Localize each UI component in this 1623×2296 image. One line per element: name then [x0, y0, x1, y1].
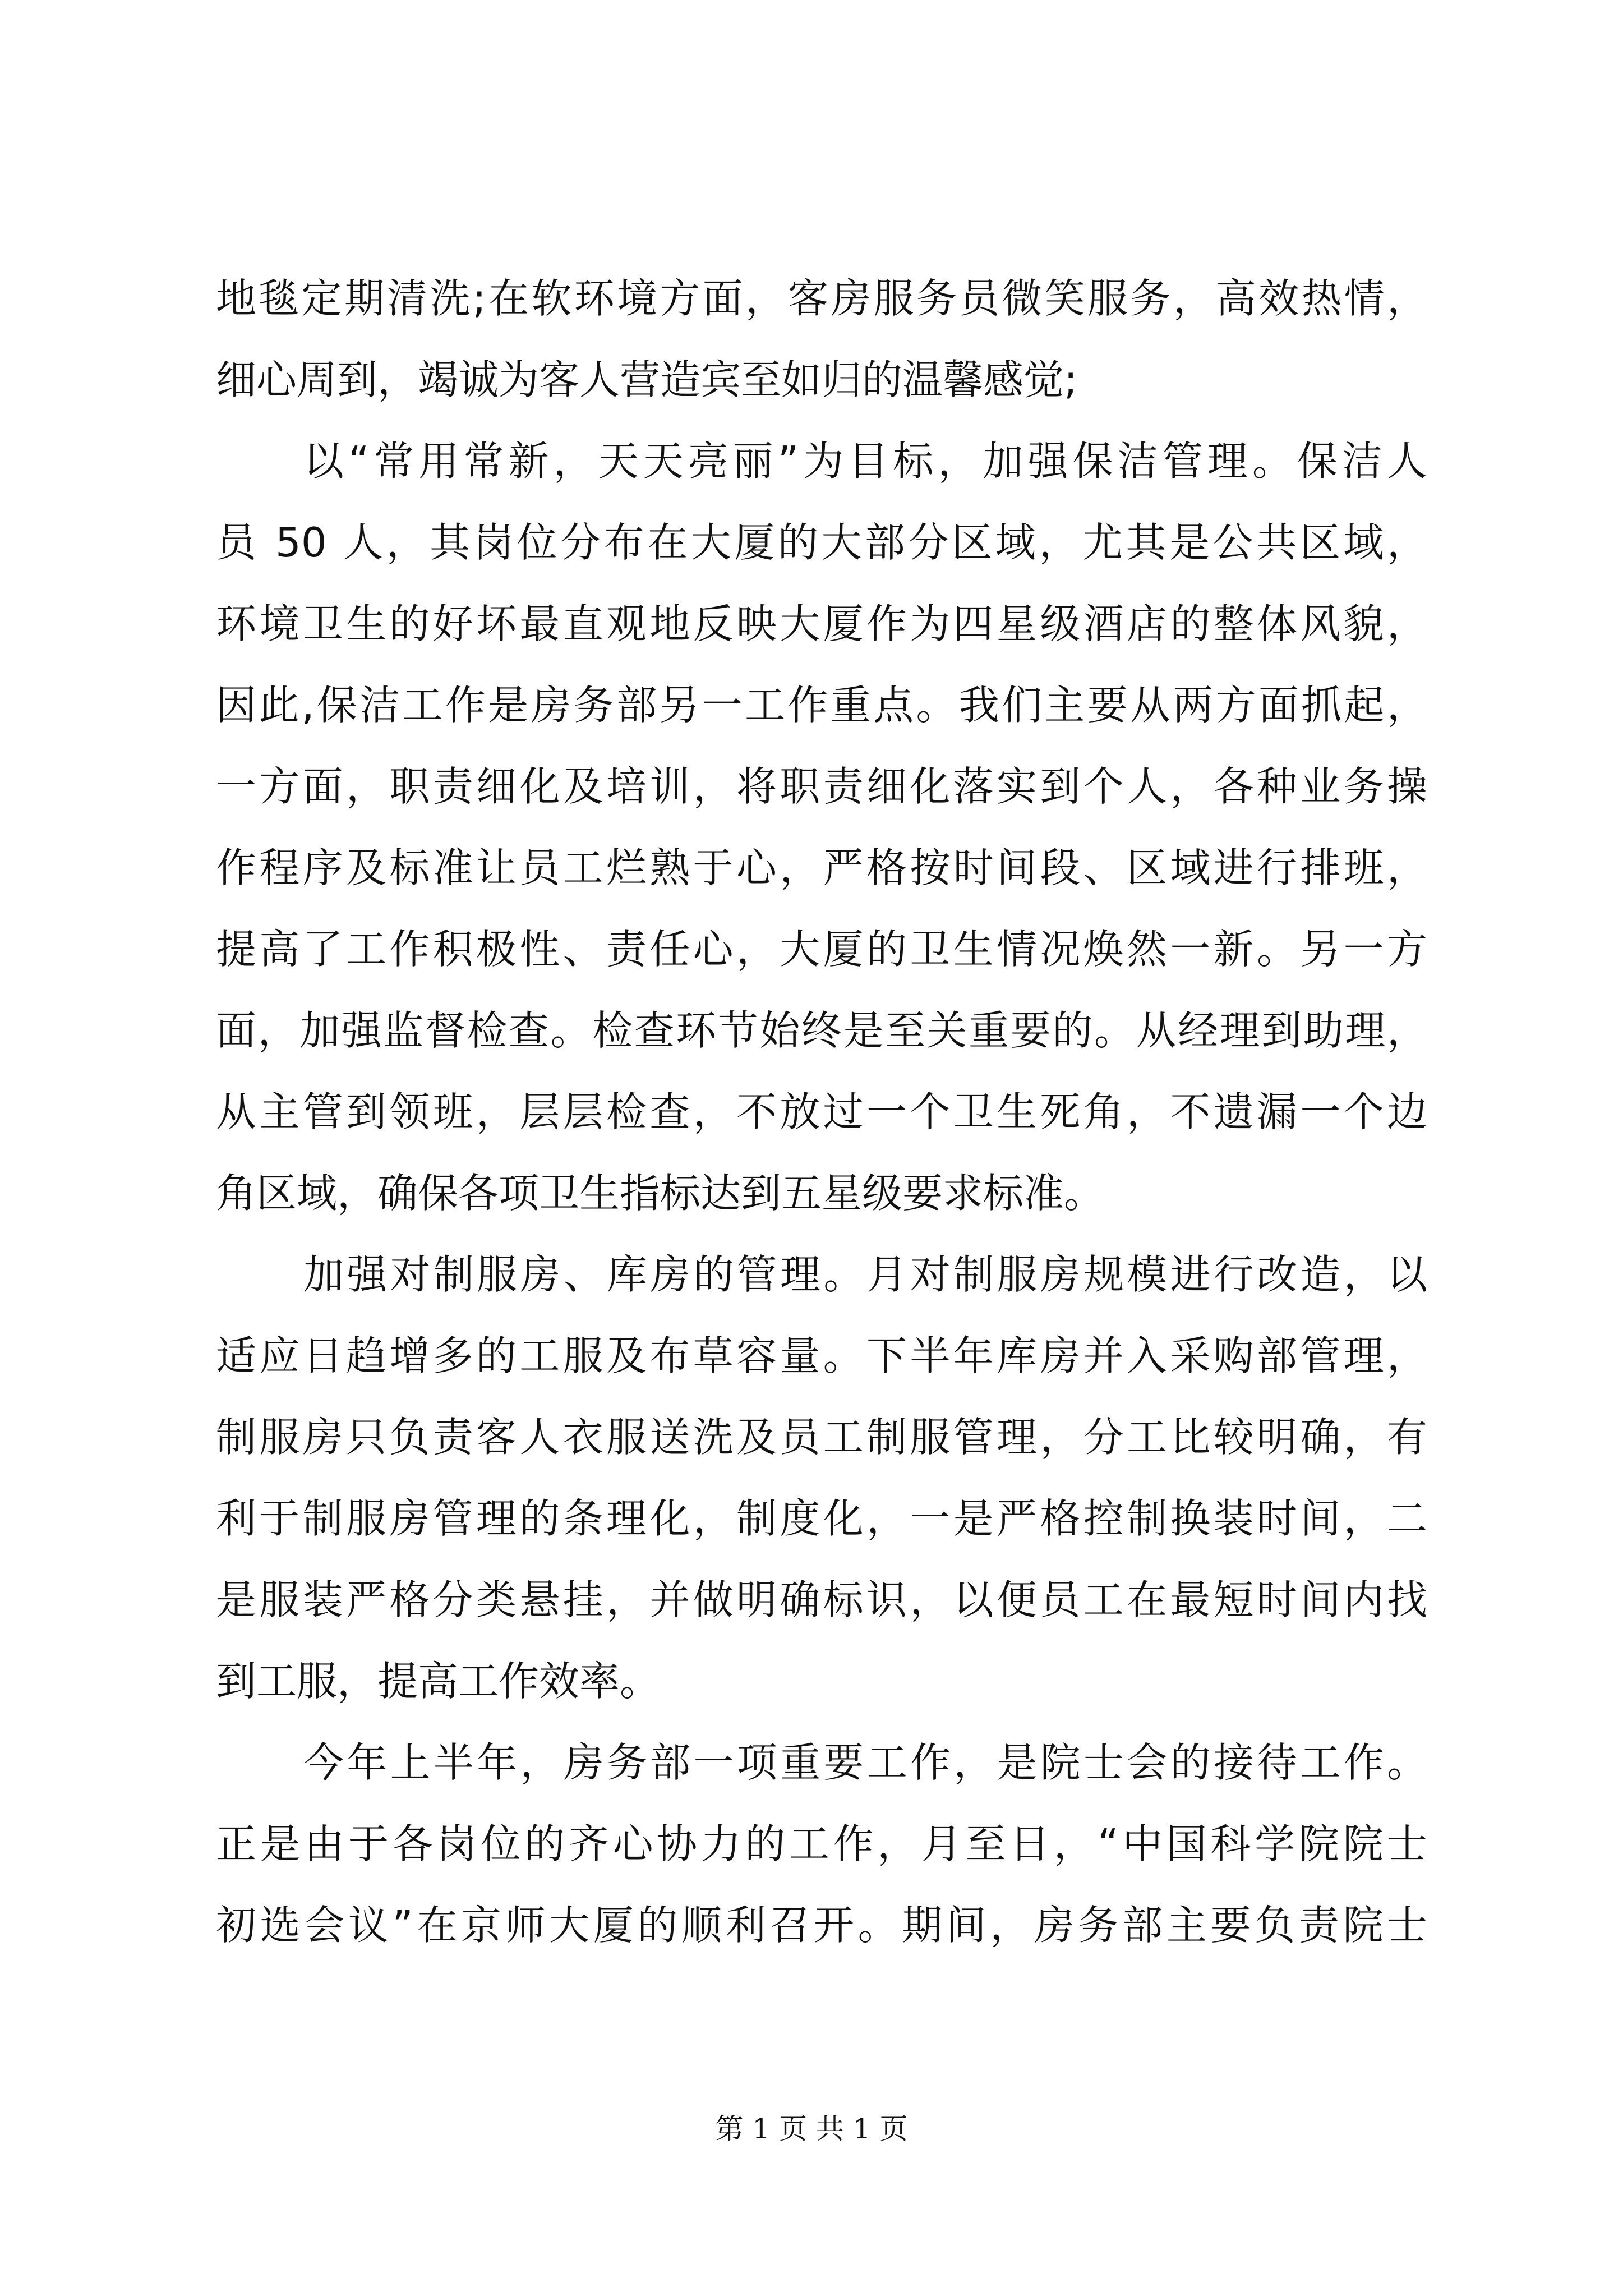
- text-line: 环境卫生的好坏最直观地反映大厦作为四星级酒店的整体风貌，: [216, 600, 1427, 647]
- text-line: 正是由于各岗位的齐心协力的工作，月至日，“中国科学院院士: [216, 1820, 1427, 1867]
- page-number-label: 第 1 页 共 1 页: [715, 2113, 908, 2145]
- text-line: 制服房只负责客人衣服送洗及员工制服管理，分工比较明确，有: [216, 1414, 1427, 1461]
- text-line: 地毯定期清洗;在软环境方面，客房服务员微笑服务，高效热情，: [216, 275, 1427, 322]
- text-line: 利于制服房管理的条理化，制度化，一是严格控制换装时间，二: [216, 1495, 1427, 1542]
- text-line: 一方面，职责细化及培训，将职责细化落实到个人，各种业务操: [216, 763, 1427, 810]
- paragraph-first-line: 今年上半年，房务部一项重要工作，是院士会的接待工作。: [303, 1739, 1427, 1786]
- paragraph-first-line: 以“常用常新，天天亮丽”为目标，加强保洁管理。保洁人: [303, 438, 1427, 485]
- text-line: 面，加强监督检查。检查环节始终是至关重要的。从经理到助理，: [216, 1007, 1427, 1054]
- paragraph-first-line: 加强对制服房、库房的管理。月对制服房规模进行改造，以: [303, 1251, 1427, 1298]
- text-line: 角区域，确保各项卫生指标达到五星级要求标准。: [216, 1170, 1105, 1217]
- text-line: 是服装严格分类悬挂，并做明确标识，以便员工在最短时间内找: [216, 1576, 1427, 1623]
- body-text: [216, 258, 1427, 1966]
- text-line: 作程序及标准让员工烂熟于心，严格按时间段、区域进行排班，: [216, 844, 1427, 891]
- text-line: 因此,保洁工作是房务部另一工作重点。我们主要从两方面抓起，: [216, 682, 1427, 729]
- text-line: 提高了工作积极性、责任心，大厦的卫生情况焕然一新。另一方: [216, 926, 1427, 973]
- text-line: 初选会议”在京师大厦的顺利召开。期间，房务部主要负责院士: [216, 1902, 1427, 1949]
- page-footer: [0, 2109, 1623, 2148]
- text-line: 到工服，提高工作效率。: [216, 1658, 661, 1705]
- text-line: 员 50 人，其岗位分布在大厦的大部分区域，尤其是公共区域，: [216, 519, 1427, 566]
- text-line: 细心周到，竭诚为客人营造宾至如归的温馨感觉;: [216, 356, 1078, 403]
- text-line: 适应日趋增多的工服及布草容量。下半年库房并入采购部管理，: [216, 1332, 1427, 1379]
- text-line: 从主管到领班，层层检查，不放过一个卫生死角，不遗漏一个边: [216, 1088, 1427, 1135]
